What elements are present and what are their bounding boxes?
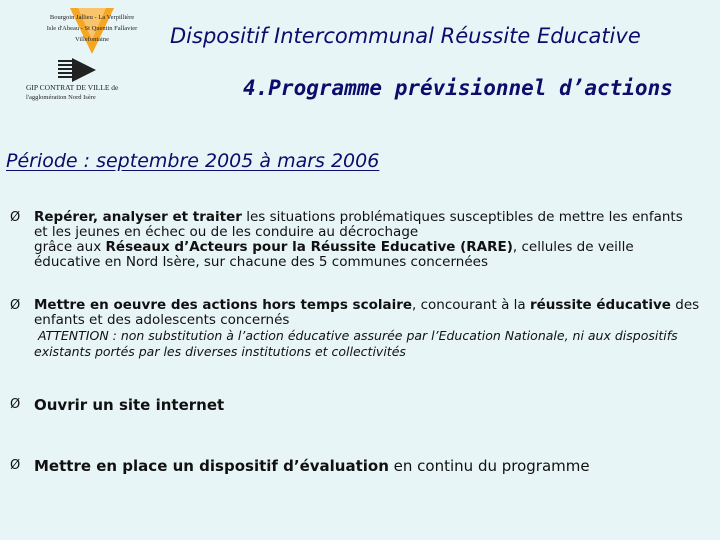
bullet-4-bold: Mettre en place un dispositif d’évaluation <box>34 457 389 475</box>
arrow-bullet-icon: Ø <box>10 298 21 313</box>
bullet-1-bold: Repérer, analyser et traiter <box>34 209 242 225</box>
bullet-item-1 <box>10 210 700 270</box>
page-subtitle: 4.Programme prévisionnel d’actions <box>243 76 673 100</box>
bullet-2-text2: des enfants et des adolescents concernés <box>34 297 700 328</box>
arrow-bullet-icon: Ø <box>10 210 21 225</box>
period-heading: Période : septembre 2005 à mars 2006 <box>6 150 380 172</box>
bullet-1-text2: grâce aux <box>34 239 106 255</box>
logo-communes <box>22 6 162 56</box>
arrow-bullet-icon: Ø <box>10 458 21 473</box>
logo-stripes-icon <box>58 58 98 84</box>
bullet-1-text: les situations problématiques susceptibles de mettre les enfants et les jeunes en échec ou de les conduire au décrochage <box>34 209 683 240</box>
logo2-subtitle: l'agglomération Nord Isère <box>26 94 96 101</box>
logo-gip <box>26 58 156 108</box>
bullet-2-bold: Mettre en oeuvre des actions hors temps scolaire <box>34 297 413 313</box>
bullet-1-text3: , cellules de veille éducative en Nord Isère, sur chacune des 5 communes concernées <box>34 239 634 270</box>
bullet-2-bold2: réussite éducative <box>529 297 671 313</box>
bullet-3-bold: Ouvrir un site internet <box>34 396 225 414</box>
bullet-item-2 <box>10 298 700 360</box>
bullet-4-text: en continu du programme <box>388 457 590 475</box>
arrow-bullet-icon: Ø <box>10 397 21 412</box>
page-title: Dispositif Intercommunal Réussite Educative <box>170 24 641 48</box>
logo2-title: GIP CONTRAT DE VILLE de <box>26 83 119 92</box>
bullet-2-text: , concourant à la <box>412 297 530 313</box>
bullet-item-4 <box>10 457 700 475</box>
bullet-2-note: ATTENTION : non substitution à l’action éducative assurée par l’Education Nationale, ni aux dispositifs existants portés par les diverses institutions et collectivités <box>34 328 678 359</box>
bullet-item-3 <box>10 396 700 414</box>
logo1-line: Villefontaine <box>75 36 109 43</box>
logo1-line: Bourgoin Jallieu - La Verpillière <box>49 14 135 21</box>
logo1-line: Isle d'Abeau - St Quentin Fallavier <box>46 25 138 32</box>
bullet-1-bold2: Réseaux d’Acteurs pour la Réussite Educative (RARE) <box>105 239 513 255</box>
